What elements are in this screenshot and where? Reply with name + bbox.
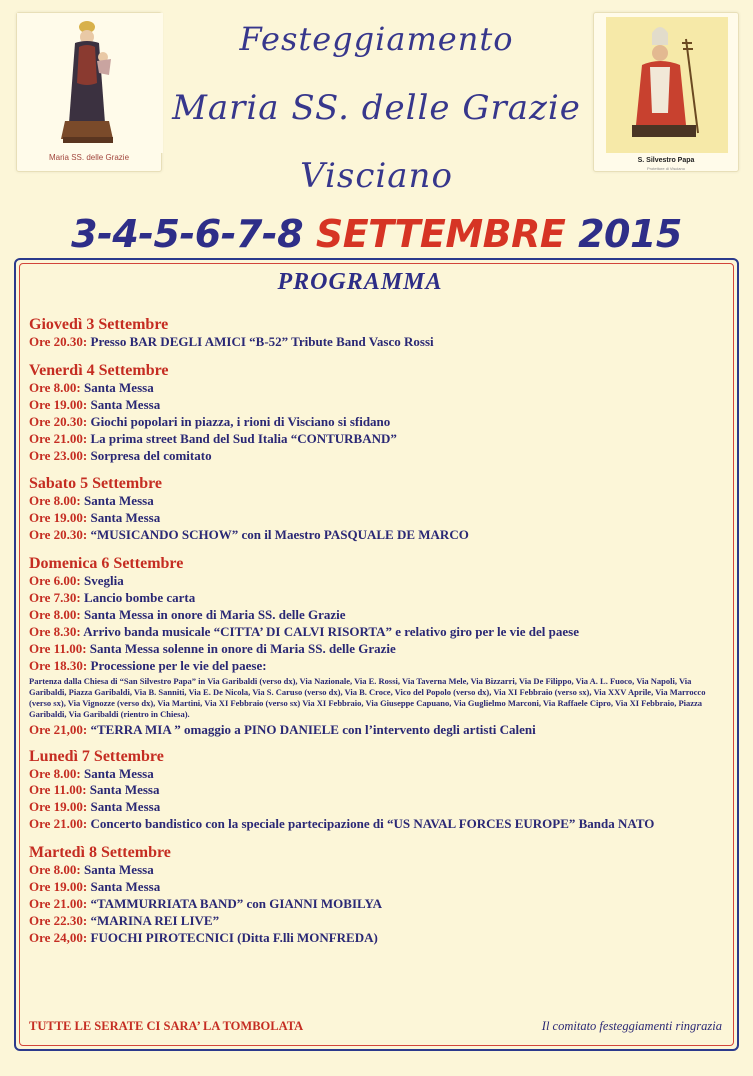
title-festeggiamento: Festeggiamento xyxy=(239,20,514,58)
day-domenica xyxy=(29,554,729,738)
event-row xyxy=(29,510,729,527)
event-row xyxy=(29,913,729,930)
madonna-caption: Maria SS. delle Grazie xyxy=(48,153,130,162)
tombolata-note: TUTTE LE SERATE CI SARA’ LA TOMBOLATA xyxy=(29,1019,304,1033)
event-text: Giochi popolari in piazza, i rioni di Visciano si sfidano xyxy=(87,413,391,429)
san-silvestro-subcaption: Protettore di Visciano xyxy=(647,166,685,171)
event-row xyxy=(29,782,729,799)
day-giovedi xyxy=(29,315,729,351)
event-text: FUOCHI PIROTECNICI (Ditta F.lli MONFREDA) xyxy=(87,929,378,945)
event-time: Ore 7.30: xyxy=(29,590,81,606)
event-time: Ore 21.00: xyxy=(29,430,88,446)
san-silvestro-caption: S. Silvestro Papa xyxy=(637,157,695,164)
event-time: Ore 21.00: xyxy=(29,816,88,832)
event-text: Sveglia xyxy=(80,573,124,589)
dates-year: 2015 xyxy=(578,212,682,256)
event-row xyxy=(29,493,729,510)
event-text: Santa Messa xyxy=(80,862,154,878)
event-time: Ore 8.00: xyxy=(29,493,81,509)
event-row xyxy=(29,641,729,658)
day-title: Venerdì 4 Settembre xyxy=(29,361,169,379)
event-row xyxy=(29,590,729,607)
event-time: Ore 20.30: xyxy=(29,527,88,543)
day-venerdi xyxy=(29,361,729,465)
event-time: Ore 8.00: xyxy=(29,606,81,622)
day-title: Martedì 8 Settembre xyxy=(29,844,171,862)
madonna-image-card xyxy=(16,12,162,172)
event-time: Ore 8.00: xyxy=(29,765,81,781)
event-text: Santa Messa xyxy=(80,379,154,395)
event-row xyxy=(29,930,729,947)
event-text: “TAMMURRIATA BAND” con GIANNI MOBILYA xyxy=(87,895,383,911)
event-row xyxy=(29,448,729,465)
event-text: Lancio bombe carta xyxy=(80,590,196,606)
san-silvestro-statue-icon xyxy=(594,13,740,153)
title-maria-ss: Maria SS. delle Grazie xyxy=(172,88,581,128)
event-row xyxy=(29,380,729,397)
day-title: Giovedì 3 Settembre xyxy=(29,316,169,333)
event-row xyxy=(29,527,729,544)
day-title: Domenica 6 Settembre xyxy=(29,555,184,573)
event-text: Arrivo banda musicale “CITTA’ DI CALVI RISORTA” e relativo giro per le vie del paese xyxy=(80,623,579,639)
event-text: Santa Messa xyxy=(87,396,161,412)
event-text: Santa Messa solenne in onore di Maria SS. delle Grazie xyxy=(86,640,396,656)
event-text: Santa Messa in onore di Maria SS. delle Grazie xyxy=(80,606,346,622)
madonna-statue-icon xyxy=(17,13,163,153)
event-row xyxy=(29,862,729,879)
event-text: Santa Messa xyxy=(87,799,161,815)
event-row xyxy=(29,431,729,448)
event-text: Santa Messa xyxy=(87,510,161,526)
day-martedi xyxy=(29,843,729,947)
event-time: Ore 19.00: xyxy=(29,510,88,526)
event-row xyxy=(29,573,729,590)
event-row xyxy=(29,624,729,641)
event-time: Ore 21.00: xyxy=(29,895,88,911)
day-title: Sabato 5 Settembre xyxy=(29,475,163,493)
event-row xyxy=(29,766,729,783)
event-text: Concerto bandistico con la speciale partecipazione di “US NAVAL FORCES EUROPE” Banda NATO xyxy=(87,816,655,832)
event-text: “TERRA MIA ” omaggio a PINO DANIELE con l’intervento degli artisti Caleni xyxy=(87,721,536,737)
event-text: Santa Messa xyxy=(86,782,160,798)
day-sabato xyxy=(29,474,729,544)
dates-numbers: 3-4-5-6-7-8 xyxy=(71,212,304,256)
event-time: Ore 20.30: xyxy=(29,334,88,349)
event-time: Ore 6.00: xyxy=(29,573,81,589)
event-row xyxy=(29,799,729,816)
event-time: Ore 11.00: xyxy=(29,782,87,798)
event-text: “MUSICANDO SCHOW” con il Maestro PASQUALE DE MARCO xyxy=(87,527,469,543)
event-time: Ore 8.00: xyxy=(29,379,81,395)
event-row xyxy=(29,896,729,913)
event-text: La prima street Band del Sud Italia “CONTURBAND” xyxy=(87,430,397,446)
event-time: Ore 19.00: xyxy=(29,799,88,815)
san-silvestro-image-card xyxy=(593,12,739,172)
event-row xyxy=(29,722,729,739)
event-time: Ore 22.30: xyxy=(29,912,88,928)
event-row xyxy=(29,334,729,351)
event-text: “MARINA REI LIVE” xyxy=(87,912,220,928)
event-row xyxy=(29,397,729,414)
title-visciano: Visciano xyxy=(300,156,453,196)
event-text: Sorpresa del comitato xyxy=(87,447,212,463)
day-title: Lunedì 7 Settembre xyxy=(29,747,164,765)
event-time: Ore 8.00: xyxy=(29,862,81,878)
procession-route: Partenza dalla Chiesa di “San Silvestro Papa” in Via Garibaldi (verso dx), Via Nazionale, Via E. Rossi, Via Taverna Mele, Via Bizzarri, Via De Filippo, Via A. L. Fuoco, Via Napoli, Via Garibaldi, Piazza Garibaldi, Via B. Sanniti, Via E. De Nicola, Via S. Caruso (verso dx), Via B. Croce, Vico del Popolo (verso dx), Via XI Febbraio (verso sx), Via XXV Aprile, Via Marrocco (verso sx), Via Vignozze (verso dx), Via Martini, Via XI Febbraio (verso sx) Via XI Febbraio, Via Giuseppe Capuano, Via Guglielmo Marconi, Via Raffaele Cipro, Via XI Febbraio, Piazza Garibaldi, Via Garibaldi (rientro in Chiesa). xyxy=(29,675,706,719)
program-content xyxy=(29,315,729,957)
event-row xyxy=(29,414,729,431)
event-time: Ore 11.00: xyxy=(29,640,87,656)
event-text: Santa Messa xyxy=(87,879,161,895)
event-row xyxy=(29,658,729,675)
event-dates xyxy=(0,212,753,256)
event-row xyxy=(29,607,729,624)
day-lunedi xyxy=(29,747,729,834)
event-time: Ore 24,00: xyxy=(29,929,88,945)
event-text: Santa Messa xyxy=(80,765,154,781)
event-row xyxy=(29,879,729,896)
event-time: Ore 18.30: xyxy=(29,657,88,673)
dates-month: SETTEMBRE xyxy=(315,212,566,256)
event-time: Ore 20.30: xyxy=(29,413,88,429)
event-time: Ore 19.00: xyxy=(29,879,88,895)
committee-thanks: Il comitato festeggiamenti ringrazia xyxy=(541,1019,722,1033)
event-time: Ore 8.30: xyxy=(29,623,81,639)
program-title: PROGRAMMA xyxy=(277,269,443,295)
event-time: Ore 19.00: xyxy=(29,396,88,412)
event-time: Ore 21,00: xyxy=(29,721,88,737)
event-text: Santa Messa xyxy=(80,493,154,509)
event-time: Ore 23.00: xyxy=(29,447,88,463)
event-row xyxy=(29,816,729,833)
event-text: Processione per le vie del paese: xyxy=(87,657,267,673)
event-text: Presso BAR DEGLI AMICI “B-52” Tribute Band Vasco Rossi xyxy=(87,334,434,349)
